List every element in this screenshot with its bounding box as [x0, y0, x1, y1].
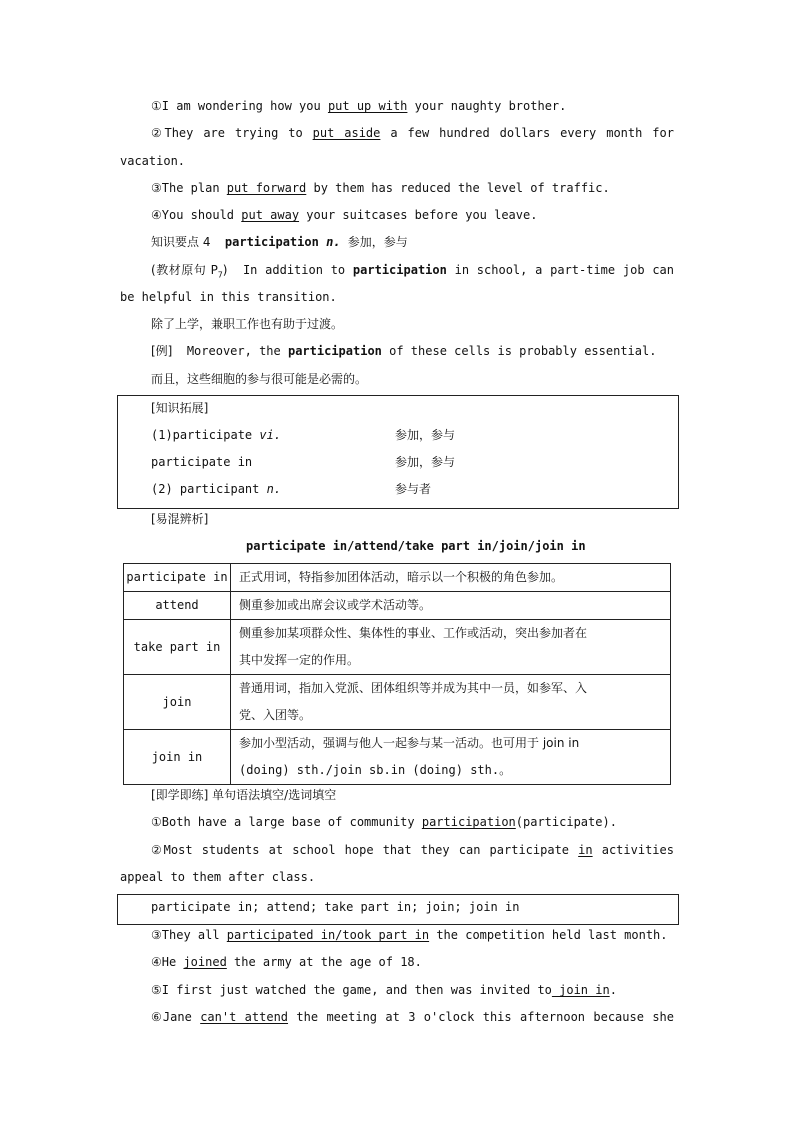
sentence-text: I first just watched the game, and then was invited to — [161, 983, 552, 997]
desc-line: 参加小型活动，强调与他人一起参与某一活动。也可用于 join in — [239, 736, 580, 750]
expansion-term-1 — [151, 427, 281, 443]
underlined-phrase: put away — [241, 208, 300, 222]
answer-blank: participation — [421, 815, 516, 829]
headword-meaning: 参加，参与 — [347, 235, 408, 249]
table-word-cell: participate in — [124, 564, 231, 592]
comparison-table — [123, 563, 671, 785]
highlighted-word: participation — [352, 263, 447, 277]
example-number: ④ — [151, 208, 162, 222]
put-example-3 — [151, 180, 610, 196]
desc-line: 党、入团等。 — [239, 708, 312, 722]
sentence-continuation: vacation. — [120, 154, 186, 168]
expansion-meaning-3: 参与者 — [395, 482, 432, 496]
desc-line: 侧重参加或出席会议或学术活动等。 — [239, 598, 432, 612]
term-text: (1)participate — [151, 428, 260, 442]
table-desc-cell — [231, 730, 671, 785]
knowledge-point-heading — [151, 234, 408, 250]
sentence-text: Moreover, the — [186, 344, 288, 358]
sentence-text: The plan — [161, 181, 227, 195]
sentence-text: the meeting at 3 o'clock this afternoon because she — [296, 1010, 674, 1024]
example-tag: [例] — [151, 344, 173, 358]
table-word-cell: join in — [124, 730, 231, 785]
table-row — [124, 620, 671, 675]
sentence-text: your naughty brother. — [407, 99, 567, 113]
headword: participation — [224, 235, 319, 249]
example-number: ② — [151, 126, 165, 140]
answer-blank: participated in/took part in — [226, 928, 430, 942]
source-tag-end: ) — [222, 263, 228, 277]
part-of-speech: vi. — [259, 428, 282, 442]
sentence-text: They all — [161, 928, 227, 942]
term-text: (2) participant — [151, 482, 267, 496]
put-example-1 — [151, 98, 566, 114]
practice-question-1 — [151, 814, 617, 830]
expansion-term-3 — [151, 481, 281, 497]
sentence-text: Jane — [162, 1010, 201, 1024]
sentence-text: the army at the age of 18. — [226, 955, 422, 969]
sentence-text: activities — [601, 843, 674, 857]
question-number: ③ — [151, 928, 162, 942]
put-example-2 — [151, 125, 674, 141]
underlined-phrase: put aside — [312, 126, 381, 140]
desc-line: 侧重参加某项群众性、集体性的事业、工作或活动，突出参加者在 — [239, 626, 588, 640]
sentence-text: of these cells is probably essential. — [381, 344, 657, 358]
sentence-text: I am wondering how you — [161, 99, 328, 113]
practice-question-6 — [151, 1009, 674, 1025]
confusion-title: [易混辨析] — [151, 512, 209, 526]
question-number: ⑤ — [151, 983, 162, 997]
answer-blank: joined — [183, 955, 227, 969]
put-example-4 — [151, 207, 537, 223]
part-of-speech: n. — [326, 235, 341, 249]
table-desc-cell — [231, 564, 671, 592]
table-row — [124, 675, 671, 730]
sentence-text: by them has reduced the level of traffic. — [306, 181, 610, 195]
desc-line: (doing) sth./join sb.in (doing) sth.。 — [239, 763, 512, 777]
desc-line: 普通用词，指加入党派、团体组织等并成为其中一员，如参军、入 — [239, 681, 588, 695]
practice-title: [即学即练] 单句语法填空/选词填空 — [151, 788, 337, 802]
sentence-text: You should — [161, 208, 242, 222]
practice-question-2 — [151, 842, 674, 858]
point-label: 知识要点 4 — [151, 235, 211, 249]
expansion-title: [知识拓展] — [151, 401, 209, 415]
answer-blank: join in — [551, 983, 610, 997]
answer-blank: can't attend — [200, 1010, 289, 1024]
table-row — [124, 592, 671, 620]
expansion-term-2: participate in — [151, 455, 253, 469]
question-number: ⑥ — [151, 1010, 163, 1024]
table-row — [124, 564, 671, 592]
sentence-text: Most students at school hope that they can participate — [163, 843, 579, 857]
part-of-speech: n. — [266, 482, 282, 496]
sentence-text: the competition held last month. — [429, 928, 668, 942]
sentence-text: (participate). — [515, 815, 617, 829]
example-sentence — [151, 343, 656, 359]
desc-line: 其中发挥一定的作用。 — [239, 653, 360, 667]
textbook-original-sentence — [151, 262, 674, 278]
underlined-phrase: put up with — [327, 99, 408, 113]
sentence-text: your suitcases before you leave. — [299, 208, 538, 222]
table-word-cell: take part in — [124, 620, 231, 675]
table-desc-cell — [231, 675, 671, 730]
sentence-text: a few hundred dollars every month for — [390, 126, 674, 140]
source-tag: (教材原句 P — [151, 263, 218, 277]
chinese-translation: 而且，这些细胞的参与很可能是必需的。 — [151, 372, 368, 386]
sentence-text: . — [609, 983, 617, 997]
table-word-cell: join — [124, 675, 231, 730]
page-subscript: 7 — [217, 270, 223, 278]
sentence-text: He — [161, 955, 184, 969]
expansion-meaning-1: 参加，参与 — [395, 428, 456, 442]
desc-line: 正式用词，特指参加团体活动，暗示以一个积极的角色参加。 — [239, 570, 564, 584]
chinese-translation: 除了上学，兼职工作也有助于过渡。 — [151, 317, 344, 331]
sentence-continuation: appeal to them after class. — [120, 870, 316, 884]
sentence-text: Both have a large base of community — [161, 815, 422, 829]
comparison-table-title: participate in/attend/take part in/join/join in — [246, 539, 586, 553]
question-number: ④ — [151, 955, 162, 969]
sentence-text: They are trying to — [164, 126, 313, 140]
table-desc-cell — [231, 592, 671, 620]
question-number: ② — [151, 843, 164, 857]
answer-blank: in — [578, 843, 593, 857]
example-number: ① — [151, 99, 162, 113]
table-word-cell: attend — [124, 592, 231, 620]
question-number: ① — [151, 815, 162, 829]
table-desc-cell — [231, 620, 671, 675]
sentence-continuation: be helpful in this transition. — [120, 290, 337, 304]
underlined-phrase: put forward — [226, 181, 307, 195]
sentence-text: in school, a part-time job can — [454, 263, 674, 277]
practice-question-3 — [151, 927, 668, 943]
example-number: ③ — [151, 181, 162, 195]
practice-question-5 — [151, 982, 617, 998]
practice-question-4 — [151, 954, 422, 970]
word-choices: participate in; attend; take part in; join; join in — [151, 900, 520, 914]
sentence-text: In addition to — [242, 263, 353, 277]
highlighted-word: participation — [287, 344, 382, 358]
table-row — [124, 730, 671, 785]
expansion-meaning-2: 参加，参与 — [395, 455, 456, 469]
